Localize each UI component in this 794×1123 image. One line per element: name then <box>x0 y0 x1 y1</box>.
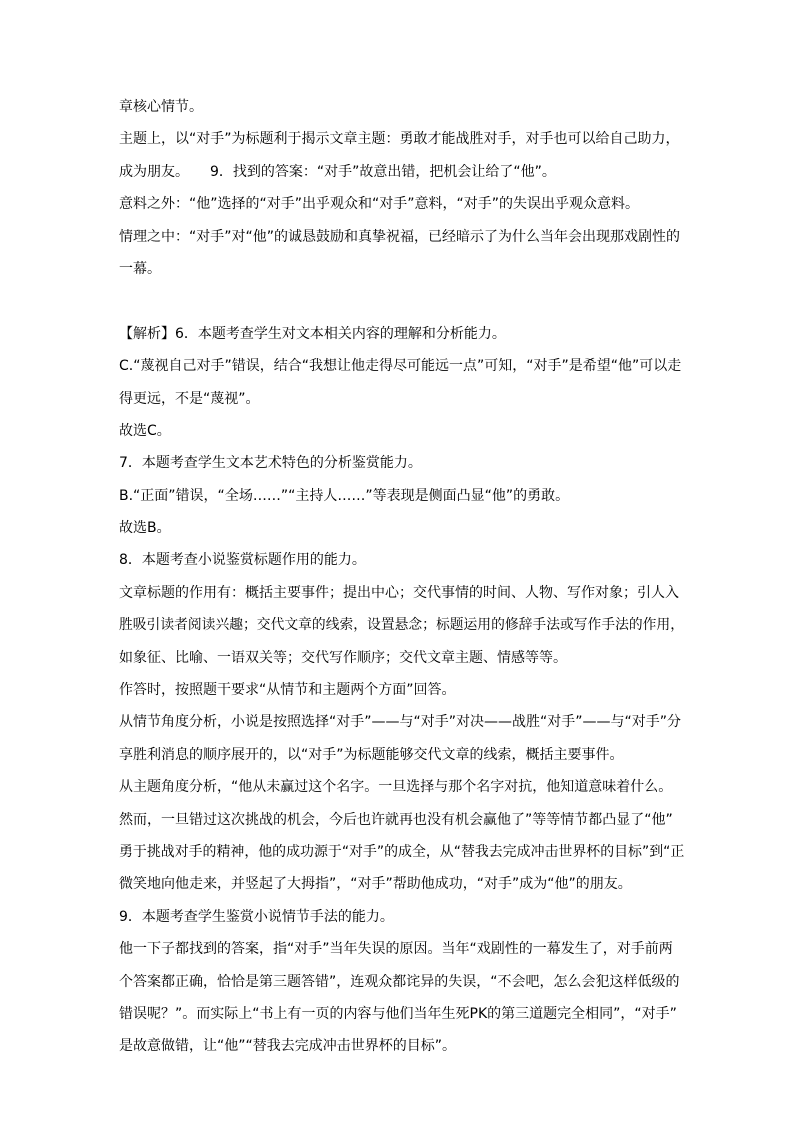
text-line: 情理之中：“对手”对“他”的诚恳鼓励和真挚祝福，已经暗示了为什么当年会出现那戏剧性的 <box>119 228 681 245</box>
text-line: 个答案都正确，恰恰是第三题答错”，连观众都诧异的失误，“不会吧，怎么会犯这样低级的 <box>119 973 680 990</box>
document-body <box>119 96 684 1057</box>
text-line: 9．本题考查学生鉴赏小说情节手法的能力。 <box>119 908 394 925</box>
text-line: 作答时，按照题干要求“从情节和主题两个方面”回答。 <box>119 682 456 699</box>
text-line: 文章标题的作用有：概括主要事件；提出中心；交代事情的时间、人物、写作对象；引人入 <box>119 584 679 601</box>
text-line: 勇于挑战对手的精神，他的成功源于“对手”的成全，从“替我去完成冲击世界杯的目标”到“正 <box>119 843 685 860</box>
text-line: 章核心情节。 <box>119 99 203 115</box>
paragraph-gap <box>119 290 684 322</box>
text-line: 从主题角度分析，“他从未赢过这个名字。一旦选择与那个名字对抗，他知道意味着什么。 <box>119 779 673 796</box>
text-line: 8．本题考查小说鉴赏标题作用的能力。 <box>119 552 366 569</box>
text-line: 胜吸引读者阅读兴趣；交代文章的线索，设置悬念；标题运用的修辞手法或写作手法的作用， <box>119 617 684 634</box>
text-line: 意料之外：“他”选择的“对手”出乎观众和“对手”意料，“对手”的失误出乎观众意料。 <box>119 196 640 213</box>
text-line: 微笑地向他走来，并竖起了大拇指”，“对手”帮助他成功，“对手”成为“他”的朋友。 <box>119 876 632 893</box>
text-line: 他一下子都找到的答案，指“对手”当年失误的原因。当年“戏剧性的一幕发生了，对手前两 <box>119 941 673 958</box>
text-line: 得更远，不是“蔑视”。 <box>119 390 260 407</box>
text-line: 错误呢？”。而实际上“书上有一页的内容与他们当年生死PK的第三道题完全相同”，“对手” <box>119 1005 677 1022</box>
text-line: C.“蔑视自己对手”错误，结合“我想让他走得尽可能远一点”可知，“对手”是希望“他”可以走 <box>119 358 682 375</box>
text-line: 从情节角度分析，小说是按照选择“对手”——与“对手”对决——战胜“对手”——与“对手”分 <box>119 714 682 731</box>
text-line: 是故意做错，让“他”“替我去完成冲击世界杯的目标”。 <box>119 1038 457 1055</box>
text-line: 【解析】6．本题考查学生对文本相关内容的理解和分析能力。 <box>119 325 506 342</box>
text-line: 主题上，以“对手”为标题利于揭示文章主题：勇敢才能战胜对手，对手也可以给自己助力， <box>119 131 680 148</box>
text-line: 如象征、比喻、一语双关等；交代写作顺序；交代文章主题、情感等等。 <box>119 649 567 666</box>
text-line: 享胜利消息的顺序展开的，以“对手”为标题能够交代文章的线索，概括主要事件。 <box>119 746 624 763</box>
text-line: 成为朋友。 9．找到的答案：“对手”故意出错，把机会让给了“他”。 <box>119 163 556 180</box>
text-line: 一幕。 <box>119 260 161 277</box>
text-line: B.“正面”错误，“全场……”“主持人……”等表现是侧面凸显“他”的勇敢。 <box>119 487 570 504</box>
text-line: 然而，一旦错过这次挑战的机会，今后也许就再也没有机会赢他了”等等情节都凸显了“他” <box>119 811 673 828</box>
text-line: 7．本题考查学生文本艺术特色的分析鉴赏能力。 <box>119 455 422 472</box>
text-line: 故选C。 <box>119 422 171 439</box>
text-line: 故选B。 <box>119 520 171 537</box>
